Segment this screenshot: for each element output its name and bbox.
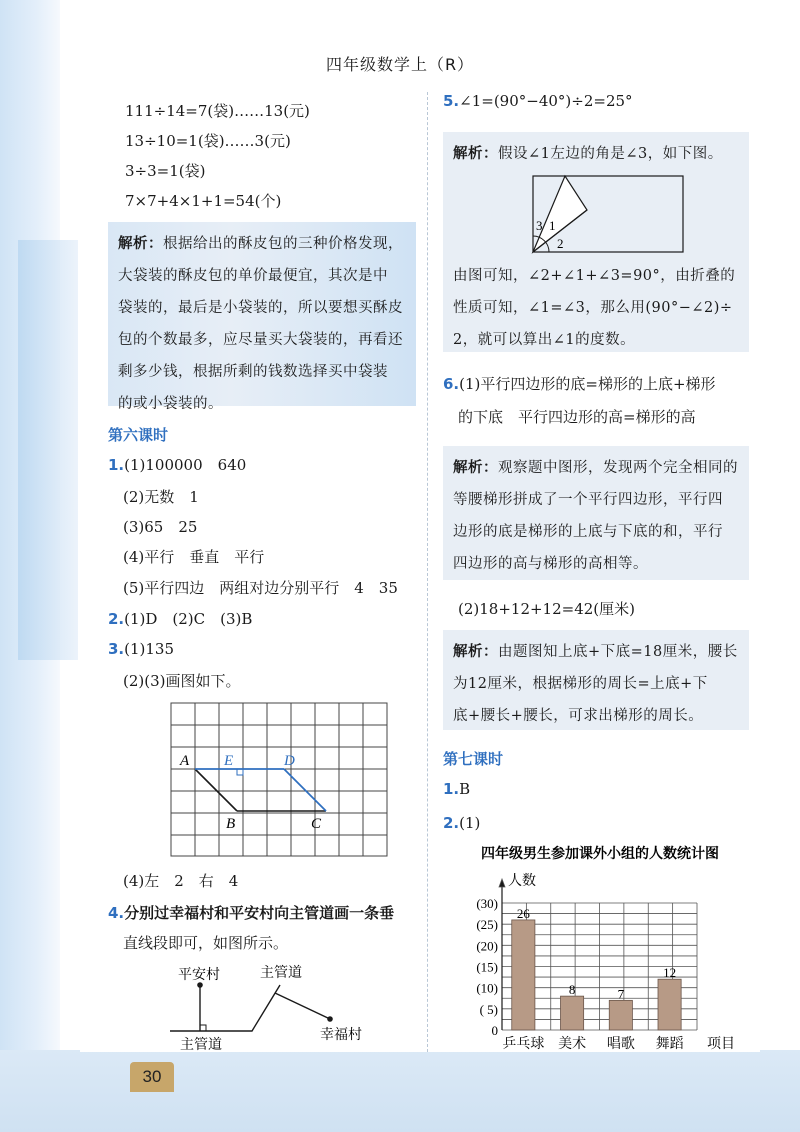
analysis-text-line: 四边形的高与梯形的高相等。 — [453, 556, 648, 572]
label-main-top: 主管道 — [260, 966, 302, 981]
column-divider — [427, 92, 428, 1052]
point-label-a: A — [180, 753, 190, 769]
bar-value-label: 7 — [617, 986, 625, 1002]
answer-text: (5)平行四边 两组对边分别平行 4 35 — [123, 579, 398, 597]
angle-label-1: 1 — [549, 218, 556, 233]
answer-text: (1)100000 640 — [124, 456, 247, 474]
answer-text: (1)D (2)C (3)B — [124, 610, 253, 628]
calc-line-3: 3÷3=1(袋) — [125, 162, 206, 180]
pipe-map — [160, 955, 410, 1055]
analysis-text-line: 袋装的，最后是小袋装的，所以要想买酥皮 — [118, 300, 403, 316]
question-number: 2. — [108, 610, 125, 628]
bar — [512, 920, 535, 1030]
bar — [609, 1000, 632, 1030]
category-label: 唱歌 — [606, 1036, 635, 1052]
answer-text: (4)平行 垂直 平行 — [123, 548, 265, 566]
point-label-b: B — [226, 816, 236, 832]
chart-bars — [512, 920, 681, 1030]
right-angle-mark — [200, 1025, 206, 1031]
page-bottom-strip — [0, 1050, 800, 1132]
q5-line — [443, 92, 633, 110]
xingfu-perpendicular — [275, 993, 330, 1019]
bar-value-label: 12 — [663, 965, 677, 981]
page-left-shade — [18, 240, 78, 660]
xingfu-point — [327, 1016, 333, 1022]
bar-value-label: 26 — [516, 905, 530, 921]
y-tick-label: (15) — [476, 959, 498, 975]
answer-text: (3)65 25 — [123, 518, 198, 536]
answer-text: (2)18+12+12=42(厘米) — [458, 600, 636, 618]
q1-line — [108, 454, 246, 475]
category-label: 舞蹈 — [655, 1036, 684, 1052]
analysis-label: 解析： — [118, 236, 163, 252]
bar — [561, 996, 584, 1030]
answer-text: 的下底 平行四边形的高=梯形的高 — [458, 408, 696, 426]
pingan-point — [197, 982, 203, 988]
analysis-text-line: 假设∠1左边的角是∠3，如下图。 — [498, 146, 723, 162]
answer-text: 分别过幸福村和平安村向主管道画一条垂 — [124, 904, 395, 922]
answer-text: (1) — [459, 814, 481, 832]
grid-lines — [171, 703, 387, 856]
label-main-bottom: 主管道 — [180, 1038, 222, 1053]
question-number: 1. — [443, 780, 460, 798]
analysis-label: 解析： — [453, 644, 498, 660]
category-label: 乒乓球 — [502, 1036, 545, 1052]
question-number: 4. — [108, 904, 125, 922]
answer-text: ∠1=(90°−40°)÷2=25° — [459, 92, 633, 110]
chart-title: 四年级男生参加课外小组的人数统计图 — [481, 846, 719, 862]
x-axis-label: 项目 — [707, 1036, 735, 1052]
analysis-text-line: 剩多少钱，根据所剩的钱数选择买中袋装 — [118, 364, 388, 380]
analysis-box-q6b — [443, 630, 749, 730]
question-number: 1. — [108, 456, 125, 474]
y-tick-label: (25) — [476, 917, 498, 933]
analysis-text-line: 性质可知，∠1=∠3，那么用(90°−∠2)÷ — [453, 300, 733, 316]
y-tick-label: (10) — [476, 980, 498, 996]
analysis-box-1 — [108, 222, 416, 412]
bar-chart — [440, 840, 760, 1055]
section-title-lesson6: 第六课时 — [108, 426, 169, 444]
analysis-text-line: 观察题中图形，发现两个完全相同的 — [498, 460, 738, 476]
q3-line — [108, 640, 174, 658]
angle-label-3: 3 — [536, 218, 543, 233]
point-label-d: D — [284, 753, 295, 769]
page-header: 四年级数学上（R） — [325, 55, 475, 74]
analysis-text-line: 根据给出的酥皮包的三种价格发现， — [163, 236, 403, 252]
q6-line — [443, 373, 716, 394]
analysis-text-line: 的或小袋装的。 — [118, 396, 223, 412]
main-pipe-line — [170, 985, 280, 1031]
trapezoid-black — [195, 769, 326, 811]
calc-line-2: 13÷10=1(袋)……3(元) — [125, 132, 291, 150]
analysis-label: 解析： — [453, 146, 498, 162]
r2-line — [443, 814, 480, 832]
analysis-box-q6a — [443, 446, 749, 580]
label-pingan: 平安村 — [178, 968, 220, 983]
y-tick-label: (20) — [476, 938, 498, 954]
bar — [658, 979, 681, 1030]
answer-text: (1)平行四边形的底=梯形的上底+梯形 — [459, 375, 716, 393]
analysis-text-line: 底+腰长+腰长，可求出梯形的周长。 — [453, 708, 704, 724]
question-number: 2. — [443, 814, 460, 832]
analysis-text-line: 由图可知，∠2+∠1+∠3=90°，由折叠的 — [453, 268, 736, 284]
question-number: 3. — [108, 640, 125, 658]
r1-line — [443, 780, 470, 798]
point-label-c: C — [311, 816, 322, 832]
fold-figure — [453, 170, 743, 260]
analysis-text-line: 大袋装的酥皮包的单价最便宜，其次是中 — [118, 268, 388, 284]
category-label: 美术 — [558, 1036, 587, 1052]
calc-line-4: 7×7+4×1+1=54(个) — [125, 192, 282, 210]
answer-text: B — [459, 780, 471, 798]
y-tick-label: ( 5) — [479, 1001, 498, 1017]
answer-text: (4)左 2 右 4 — [123, 872, 239, 890]
analysis-box-q5 — [443, 132, 749, 352]
q4-line — [108, 902, 394, 923]
answer-text: (2)无数 1 — [123, 488, 199, 506]
analysis-text-line: 由题图知上底+下底=18厘米，腰长 — [498, 644, 738, 660]
right-angle-mark — [237, 769, 243, 775]
y-tick-label: 0 — [491, 1023, 498, 1038]
y-tick-label: (30) — [476, 896, 498, 911]
analysis-text-line: 边形的底是梯形的上底与下底的和，平行 — [453, 524, 723, 540]
question-number: 5. — [443, 92, 460, 110]
question-number: 6. — [443, 375, 460, 393]
analysis-text-line: 等腰梯形拼成了一个平行四边形，平行四 — [453, 492, 723, 508]
section-title-lesson7: 第七课时 — [443, 750, 504, 768]
y-axis-label: 人数 — [508, 874, 536, 889]
calc-line-1: 111÷14=7(袋)……13(元) — [125, 102, 310, 120]
bar-value-label: 8 — [568, 982, 576, 998]
page-number: 30 — [130, 1062, 174, 1092]
point-label-e: E — [224, 753, 234, 769]
answer-text: 直线段即可，如图所示。 — [123, 934, 289, 952]
q2-line — [108, 608, 252, 629]
grid-figure — [150, 695, 410, 865]
analysis-text-line: 包的个数最多，应尽量买大袋装的，再看还 — [118, 332, 403, 348]
analysis-text-line: 为12厘米，根据梯形的周长=上底+下 — [453, 676, 708, 692]
angle-label-2: 2 — [557, 236, 564, 251]
analysis-text-line: 2，就可以算出∠1的度数。 — [453, 332, 636, 348]
parallelogram-blue — [195, 769, 326, 811]
label-xingfu: 幸福村 — [320, 1028, 362, 1043]
y-axis-arrow — [499, 879, 505, 887]
answer-text: (2)(3)画图如下。 — [123, 672, 241, 690]
answer-text: (1)135 — [124, 640, 175, 658]
analysis-label: 解析： — [453, 460, 498, 476]
